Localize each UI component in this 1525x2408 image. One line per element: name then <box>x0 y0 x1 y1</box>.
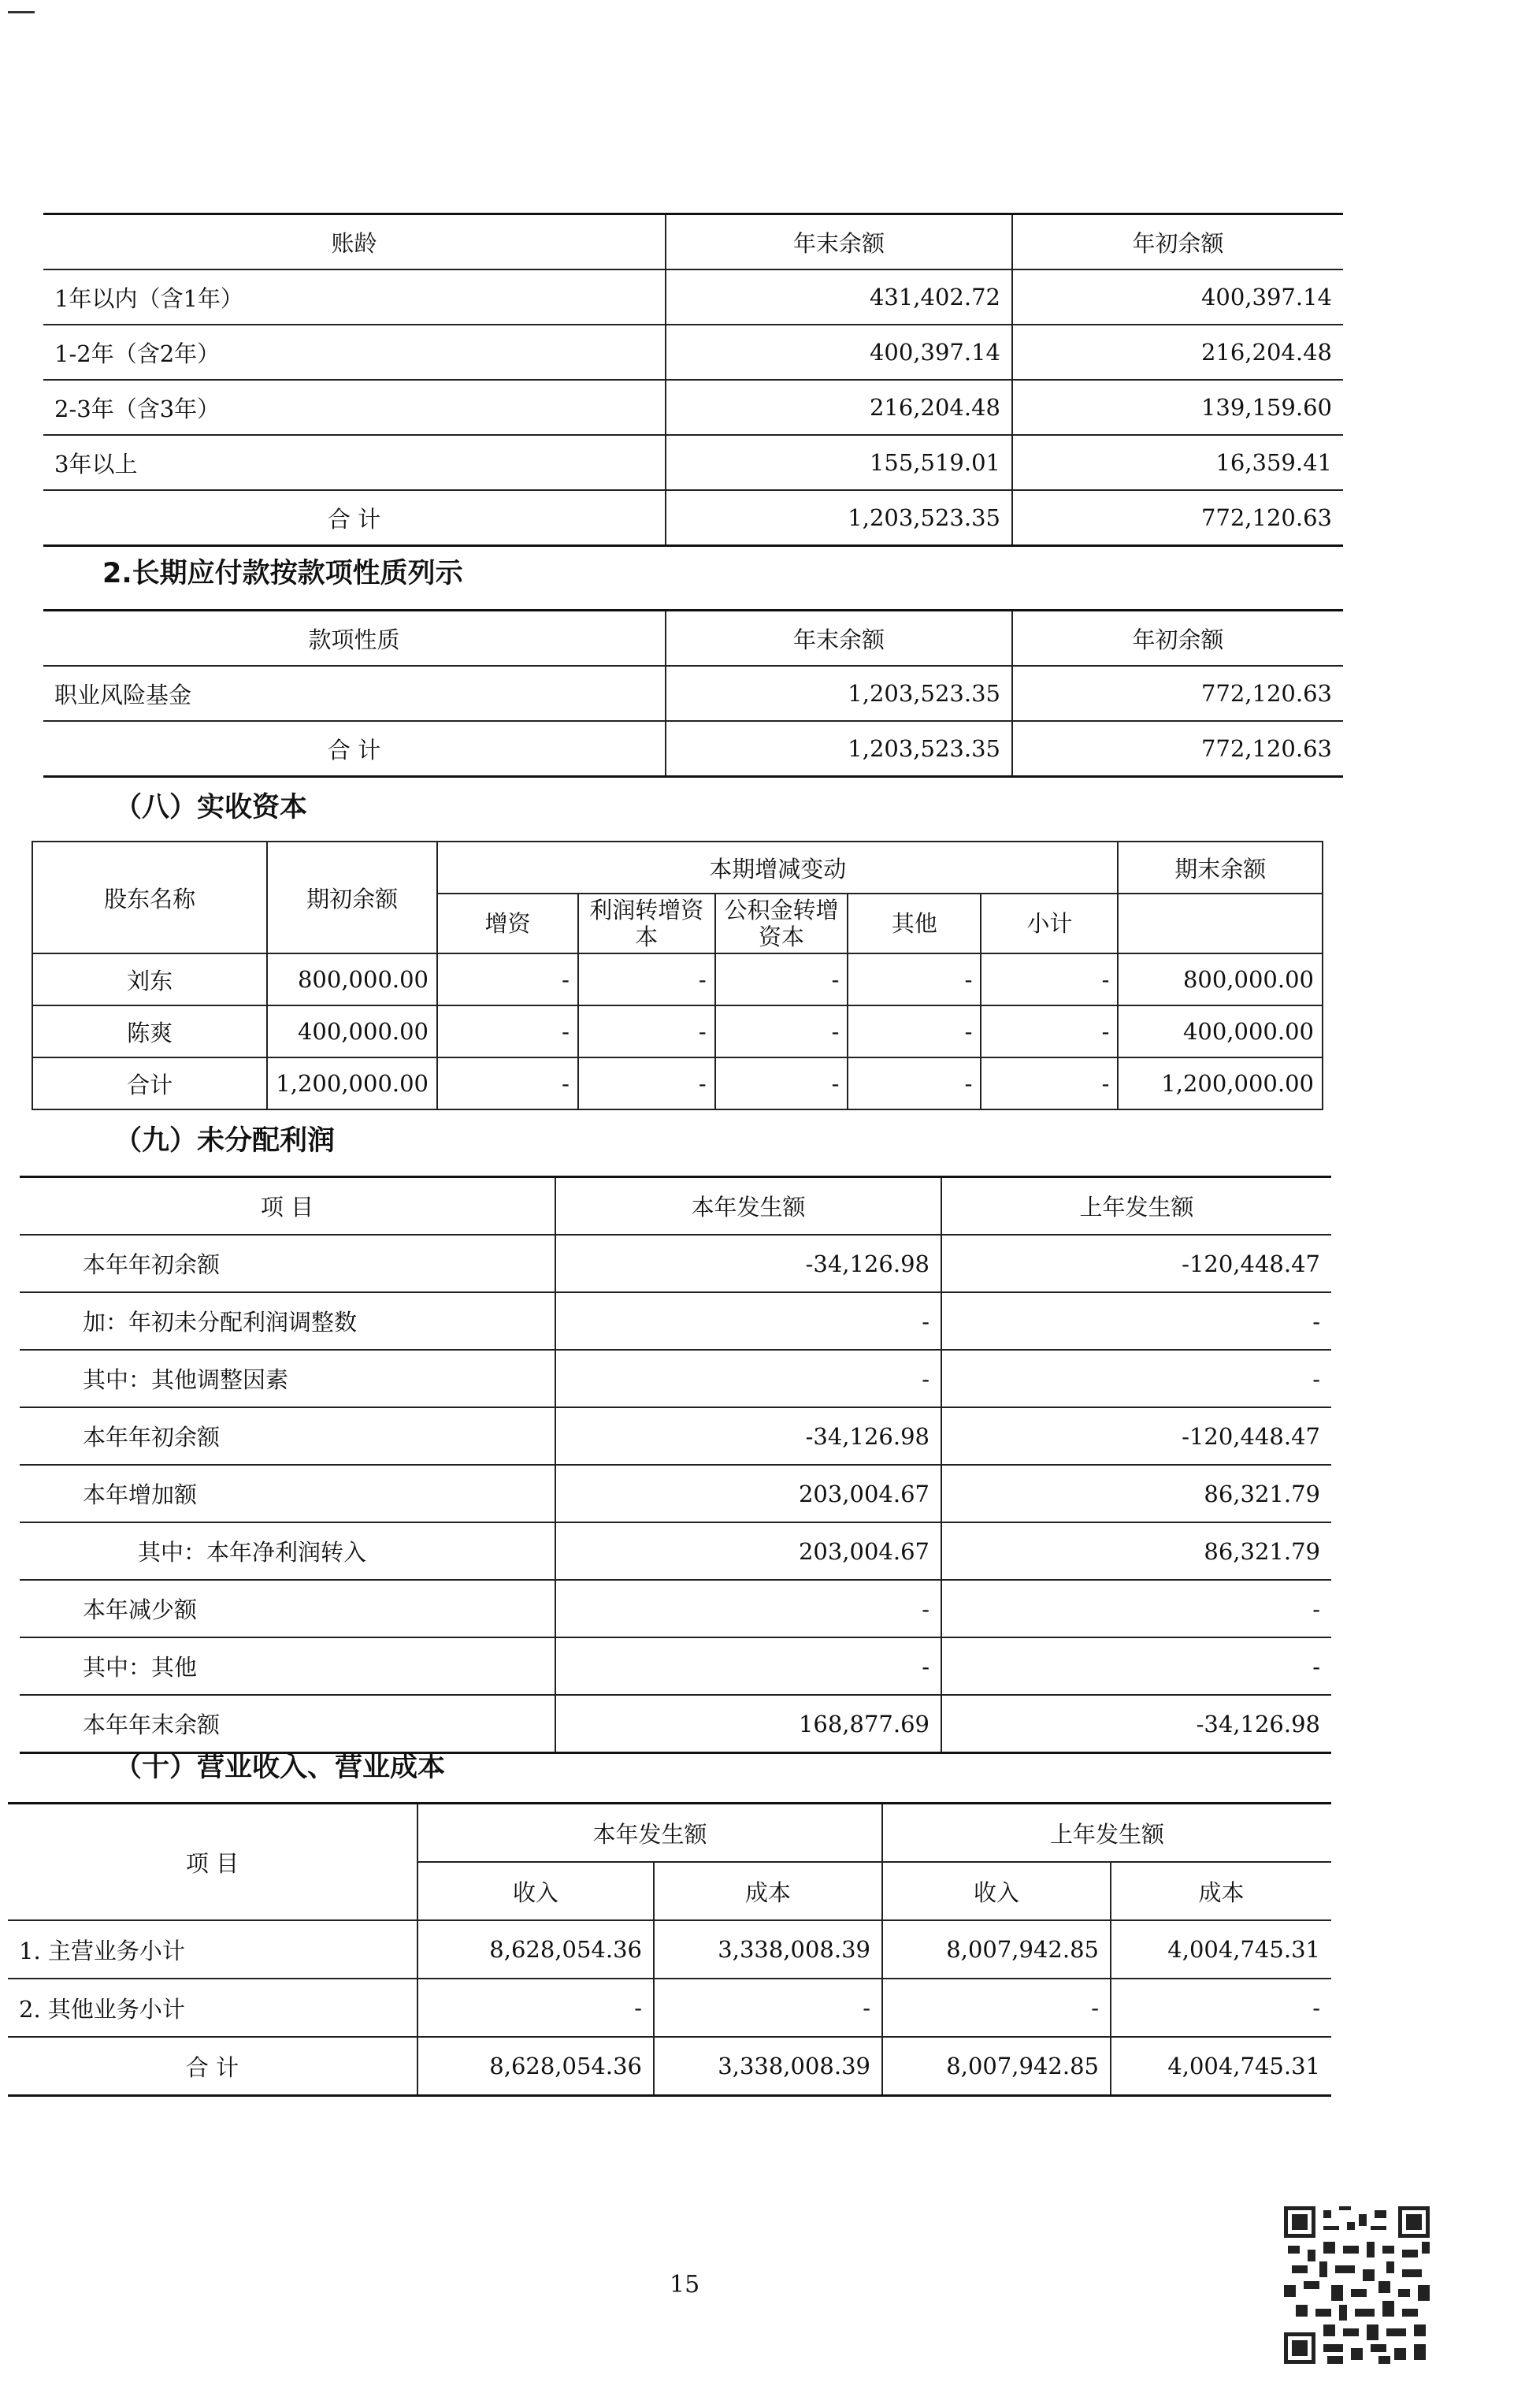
row-label: 其中：其他 <box>20 1637 555 1695</box>
year-begin-value: 400,397.14 <box>1012 269 1343 325</box>
header-profit-to-capital: 利润转增资本 <box>578 894 715 953</box>
section-title-profit: （九）未分配利润 <box>114 1125 336 1157</box>
header-subtotal: 小计 <box>981 894 1118 953</box>
prior-cost: 4,004,745.31 <box>1111 1920 1331 1979</box>
row-label: 其中：其他调整因素 <box>20 1350 555 1407</box>
total-row <box>32 1057 1323 1109</box>
prior-cost: - <box>1111 1979 1331 2037</box>
table-row <box>43 666 1343 721</box>
row-label: 2. 其他业务小计 <box>8 1979 417 2037</box>
header-current-cost: 成本 <box>654 1862 882 1920</box>
table-header-row <box>32 842 1323 894</box>
year-begin-value: 216,204.48 <box>1012 325 1343 380</box>
current-cost: 3,338,008.39 <box>654 2037 882 2096</box>
prior-value: - <box>941 1580 1331 1637</box>
row-label: 2-3年（含3年） <box>43 380 666 435</box>
header-current: 本年发生额 <box>555 1177 941 1236</box>
change-value: - <box>981 1057 1118 1109</box>
total-row <box>8 2037 1331 2096</box>
current-value: 203,004.67 <box>555 1465 941 1522</box>
current-cost: 3,338,008.39 <box>654 1920 882 1979</box>
total-year-end: 1,203,523.35 <box>666 721 1012 777</box>
header-reserve-to-capital: 公积金转增资本 <box>715 894 848 953</box>
table-row <box>20 1292 1331 1350</box>
current-income: 8,628,054.36 <box>417 2037 654 2096</box>
year-end-value: 1,203,523.35 <box>666 666 1012 721</box>
total-row <box>43 490 1343 546</box>
year-begin-value: 772,120.63 <box>1012 666 1343 721</box>
change-value: - <box>437 953 578 1005</box>
shareholder-name: 刘东 <box>32 953 267 1005</box>
capital-table <box>32 841 1323 1110</box>
table-row <box>8 1979 1331 2037</box>
total-year-begin: 772,120.63 <box>1012 721 1343 777</box>
profit-table <box>20 1176 1331 1754</box>
change-value: - <box>578 953 715 1005</box>
prior-income: - <box>882 1979 1111 2037</box>
header-prior: 上年发生额 <box>882 1804 1331 1863</box>
header-capital-increase: 增资 <box>437 894 578 953</box>
row-label: 1-2年（含2年） <box>43 325 666 380</box>
total-year-end: 1,203,523.35 <box>666 490 1012 546</box>
header-item: 项 目 <box>8 1804 417 1921</box>
section-title-nature: 2.长期应付款按款项性质列示 <box>102 558 463 589</box>
header-year-end: 年末余额 <box>666 214 1012 270</box>
change-value: - <box>848 1005 981 1057</box>
table-row <box>43 325 1343 380</box>
row-label: 本年年初余额 <box>20 1235 555 1292</box>
prior-income: 8,007,942.85 <box>882 2037 1111 2096</box>
header-closing: 期末余额 <box>1118 842 1323 894</box>
section-title-revenue: （十）营业收入、营业成本 <box>114 1752 446 1783</box>
change-value: - <box>981 1005 1118 1057</box>
revenue-table <box>8 1802 1331 2097</box>
header-current-income: 收入 <box>417 1862 654 1920</box>
prior-value: - <box>941 1292 1331 1350</box>
total-year-begin: 772,120.63 <box>1012 490 1343 546</box>
prior-value: -120,448.47 <box>941 1407 1331 1465</box>
header-year-begin: 年初余额 <box>1012 611 1343 667</box>
current-cost: - <box>654 1979 882 2037</box>
row-label: 本年增加额 <box>20 1465 555 1522</box>
opening-value: 400,000.00 <box>267 1005 437 1057</box>
current-value: -34,126.98 <box>555 1235 941 1292</box>
aging-table <box>43 213 1343 547</box>
current-value: 203,004.67 <box>555 1522 941 1580</box>
table-row <box>20 1235 1331 1292</box>
change-value: - <box>437 1005 578 1057</box>
table-row <box>43 435 1343 490</box>
current-value: - <box>555 1580 941 1637</box>
qr-code-icon <box>1284 2206 1430 2364</box>
current-value: - <box>555 1292 941 1350</box>
year-end-value: 400,397.14 <box>666 325 1012 380</box>
table-row <box>32 953 1323 1005</box>
header-item: 项 目 <box>20 1177 555 1236</box>
total-row <box>43 721 1343 777</box>
table-row <box>20 1465 1331 1522</box>
prior-value: -34,126.98 <box>941 1695 1331 1753</box>
page-number: 15 <box>670 2271 700 2298</box>
year-end-value: 155,519.01 <box>666 435 1012 490</box>
table-row <box>32 1005 1323 1057</box>
table-row <box>20 1522 1331 1580</box>
current-income: 8,628,054.36 <box>417 1920 654 1979</box>
table-row <box>20 1350 1331 1407</box>
header-prior: 上年发生额 <box>941 1177 1331 1236</box>
table-row <box>20 1637 1331 1695</box>
shareholder-name: 陈爽 <box>32 1005 267 1057</box>
header-prior-cost: 成本 <box>1111 1862 1331 1920</box>
prior-value: 86,321.79 <box>941 1465 1331 1522</box>
prior-value: - <box>941 1350 1331 1407</box>
year-begin-value: 139,159.60 <box>1012 380 1343 435</box>
row-label: 加：年初未分配利润调整数 <box>20 1292 555 1350</box>
year-begin-value: 16,359.41 <box>1012 435 1343 490</box>
header-year-end: 年末余额 <box>666 611 1012 667</box>
year-end-value: 431,402.72 <box>666 269 1012 325</box>
total-label: 合 计 <box>43 490 666 546</box>
row-label: 1. 主营业务小计 <box>8 1920 417 1979</box>
closing-value: 800,000.00 <box>1118 953 1323 1005</box>
row-label: 1年以内（含1年） <box>43 269 666 325</box>
change-value: - <box>715 1057 848 1109</box>
nature-table <box>43 609 1343 778</box>
current-value: - <box>555 1637 941 1695</box>
table-row <box>20 1580 1331 1637</box>
total-label: 合 计 <box>8 2037 417 2096</box>
current-income: - <box>417 1979 654 2037</box>
header-closing-blank <box>1118 894 1323 953</box>
row-label: 职业风险基金 <box>43 666 666 721</box>
table-row <box>20 1695 1331 1753</box>
closing-value: 400,000.00 <box>1118 1005 1323 1057</box>
current-value: 168,877.69 <box>555 1695 941 1753</box>
header-other: 其他 <box>848 894 981 953</box>
change-value: - <box>715 953 848 1005</box>
row-label: 其中：本年净利润转入 <box>20 1522 555 1580</box>
header-shareholder: 股东名称 <box>32 842 267 953</box>
header-prior-income: 收入 <box>882 1862 1111 1920</box>
current-value: - <box>555 1350 941 1407</box>
shareholder-name: 合计 <box>32 1057 267 1109</box>
change-value: - <box>848 953 981 1005</box>
table-header-row <box>20 1177 1331 1236</box>
row-label: 本年年初余额 <box>20 1407 555 1465</box>
table-row <box>20 1407 1331 1465</box>
section-title-capital: （八）实收资本 <box>114 792 308 823</box>
prior-value: - <box>941 1637 1331 1695</box>
row-label: 本年年末余额 <box>20 1695 555 1753</box>
header-opening: 期初余额 <box>267 842 437 953</box>
prior-income: 8,007,942.85 <box>882 1920 1111 1979</box>
change-value: - <box>715 1005 848 1057</box>
opening-value: 800,000.00 <box>267 953 437 1005</box>
total-label: 合 计 <box>43 721 666 777</box>
table-header-row <box>43 214 1343 270</box>
header-aging: 账龄 <box>43 214 666 270</box>
table-row <box>8 1920 1331 1979</box>
table-header-row <box>43 611 1343 667</box>
current-value: -34,126.98 <box>555 1407 941 1465</box>
table-row <box>43 380 1343 435</box>
year-end-value: 216,204.48 <box>666 380 1012 435</box>
header-year-begin: 年初余额 <box>1012 214 1343 270</box>
change-value: - <box>437 1057 578 1109</box>
prior-value: -120,448.47 <box>941 1235 1331 1292</box>
closing-value: 1,200,000.00 <box>1118 1057 1323 1109</box>
prior-cost: 4,004,745.31 <box>1111 2037 1331 2096</box>
corner-mark <box>8 11 35 13</box>
change-value: - <box>578 1057 715 1109</box>
change-value: - <box>981 953 1118 1005</box>
header-current: 本年发生额 <box>417 1804 882 1863</box>
row-label: 3年以上 <box>43 435 666 490</box>
header-change-group: 本期增减变动 <box>437 842 1118 894</box>
change-value: - <box>848 1057 981 1109</box>
header-nature: 款项性质 <box>43 611 666 667</box>
change-value: - <box>578 1005 715 1057</box>
table-header-row <box>8 1804 1331 1863</box>
opening-value: 1,200,000.00 <box>267 1057 437 1109</box>
prior-value: 86,321.79 <box>941 1522 1331 1580</box>
row-label: 本年减少额 <box>20 1580 555 1637</box>
table-row <box>43 269 1343 325</box>
